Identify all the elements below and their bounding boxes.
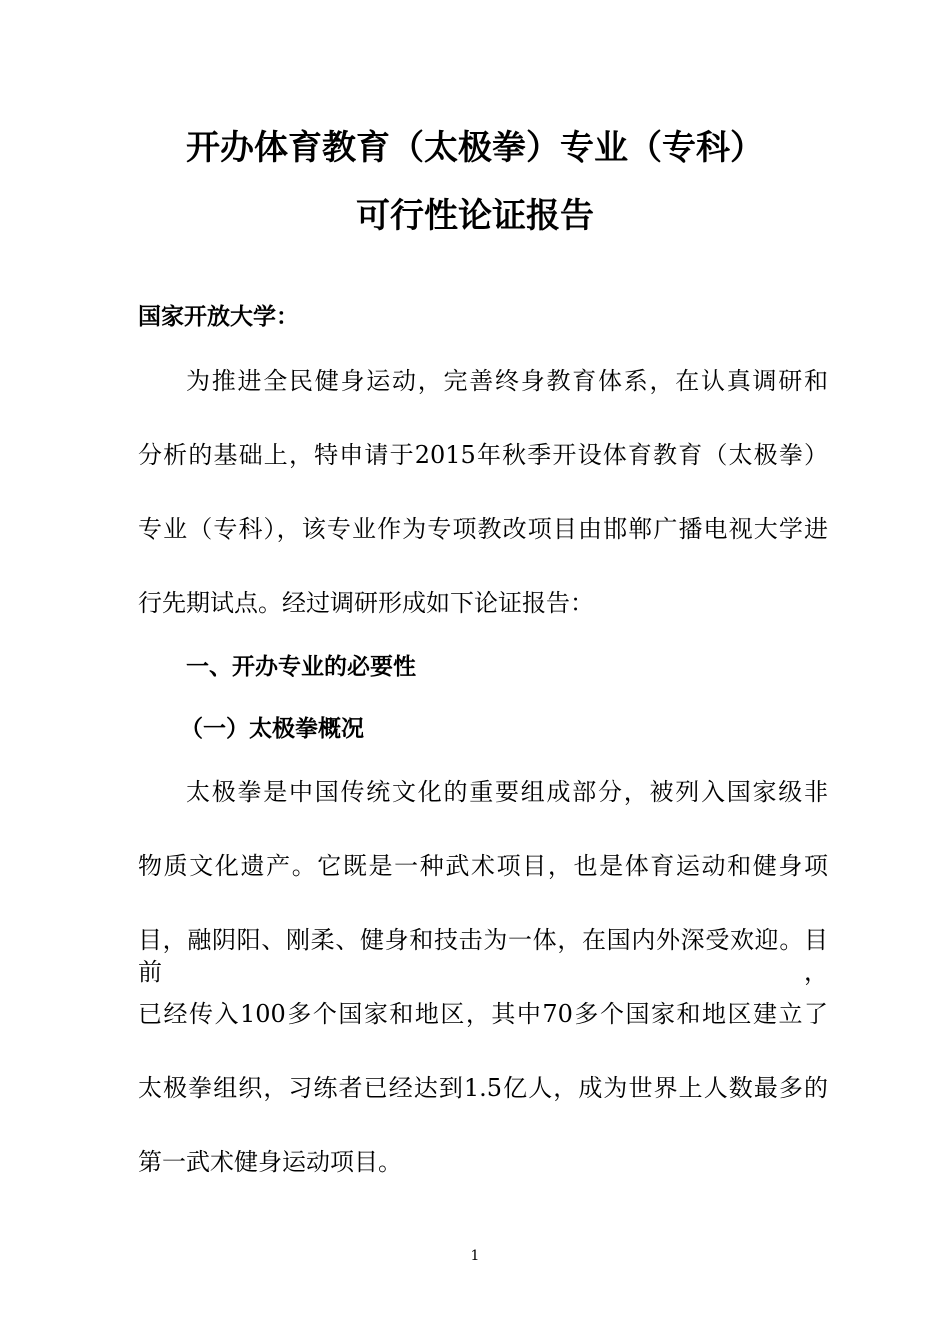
- paragraph-2-line-4: 已经传入100多个国家和地区，其中70多个国家和地区建立了: [138, 1000, 828, 1028]
- paragraph-2-line-5: 太极拳组织，习练者已经达到1.5亿人，成为世界上人数最多的: [138, 1074, 828, 1102]
- paragraph-1-line-4: 行先期试点。经过调研形成如下论证报告：: [138, 589, 594, 617]
- document-title-line-2: 可行性论证报告: [356, 196, 594, 236]
- subsection-1-heading: （一）太极拳概况: [180, 716, 364, 742]
- paragraph-1-line-2: 分析的基础上，特申请于2015年秋季开设体育教育（太极拳）: [138, 441, 828, 469]
- paragraph-1-line-3: 专业（专科），该专业作为专项教改项目由邯郸广播电视大学进: [138, 515, 828, 543]
- paragraph-2-line-2: 物质文化遗产。它既是一种武术项目，也是体育运动和健身项: [138, 852, 828, 880]
- salutation: 国家开放大学：: [138, 304, 299, 330]
- paragraph-1-line-1: 为推进全民健身运动，完善终身教育体系，在认真调研和: [186, 367, 828, 395]
- section-1-heading: 一、开办专业的必要性: [186, 654, 416, 680]
- paragraph-2-line-1: 太极拳是中国传统文化的重要组成部分，被列入国家级非: [186, 778, 828, 806]
- paragraph-2-line-3: 目，融阴阳、刚柔、健身和技击为一体，在国内外深受欢迎。目前，: [138, 926, 828, 986]
- page-number: 1: [470, 1248, 480, 1264]
- paragraph-2-line-6: 第一武术健身运动项目。: [138, 1148, 402, 1176]
- document-title-line-1: 开办体育教育（太极拳）专业（专科）: [186, 128, 764, 168]
